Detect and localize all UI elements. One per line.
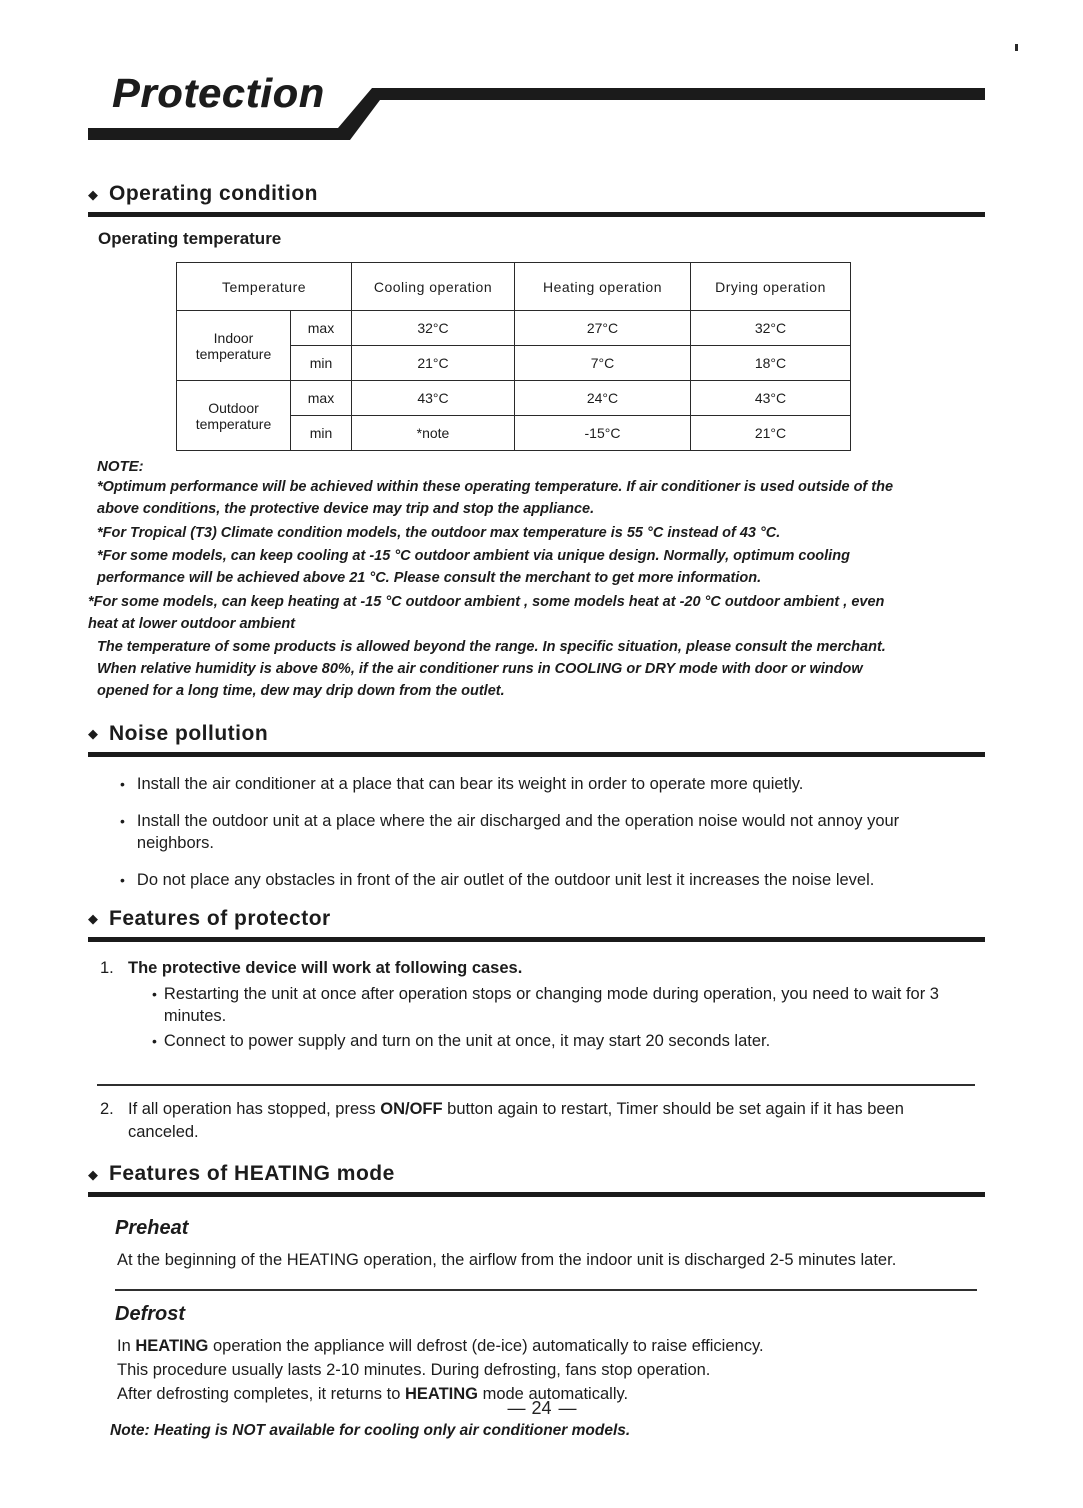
value-cell: 32°C xyxy=(352,311,515,346)
limit-cell: max xyxy=(291,311,352,346)
list-item-text: Restarting the unit at once after operation stops or changing mode during operation, you need to wait for 3 minutes. xyxy=(163,984,939,1026)
item-number: 2. xyxy=(100,1099,114,1118)
section-title: Noise pollution xyxy=(109,721,269,745)
list-item-text: Do not place any obstacles in front of the air outlet of the outdoor unit lest it increases the noise level. xyxy=(136,871,875,890)
note-line: The temperature of some products is allowed beyond the range. In specific situation, please consult the merchant. When relative humidity is above 80%, if the air conditioner runs in COOLING or DRY mode with door or window opened for a long time, dew may drip down from the outlet. xyxy=(97,639,886,699)
value-cell: 18°C xyxy=(691,346,851,381)
defrost-title: Defrost xyxy=(115,1302,186,1325)
table-header-row xyxy=(177,263,851,311)
footer-dash: — xyxy=(507,1398,525,1418)
item-number: 1. xyxy=(100,958,114,977)
value-cell: 32°C xyxy=(691,311,851,346)
table-header-temperature: Temperature xyxy=(177,263,352,311)
bullet-dot-icon: • xyxy=(120,872,125,889)
value-cell: 27°C xyxy=(515,311,691,346)
bullet-dot-icon: • xyxy=(152,985,157,1002)
section-heading-features-protector xyxy=(88,907,985,942)
diamond-bullet-icon: ◆ xyxy=(88,186,98,202)
list-item-text: Install the air conditioner at a place that can bear its weight in order to operate more quietly. xyxy=(136,774,804,793)
item-text xyxy=(128,1098,970,1144)
page-footer xyxy=(0,1398,1083,1419)
value-cell: 43°C xyxy=(691,381,851,416)
value-cell: -15°C xyxy=(515,416,691,451)
operating-temperature-subheading: Operating temperature xyxy=(98,229,282,248)
diamond-bullet-icon: ◆ xyxy=(88,726,98,741)
note-line: *For Tropical (T3) Climate condition models, the outdoor max temperature is 55 °C instead of 43 °C. xyxy=(97,524,781,541)
text: mode automatically. xyxy=(478,1384,629,1403)
footer-dash: — xyxy=(558,1398,576,1418)
page-title: Protection xyxy=(112,70,325,116)
table-header-cooling: Cooling operation xyxy=(352,263,515,311)
scan-speck xyxy=(1015,44,1018,51)
bullet-dot-icon: • xyxy=(152,1033,157,1050)
list-item-text: Install the outdoor unit at a place where the air discharged and the operation noise would not annoy your neighbors. xyxy=(136,811,900,853)
section-heading-operating-condition xyxy=(88,182,985,217)
protector-item-1 xyxy=(100,957,970,1056)
table-row-outdoor-max xyxy=(177,381,851,416)
item-text-bold: ON/OFF xyxy=(380,1099,443,1118)
list-item-text: Connect to power supply and turn on the unit at once, it may start 20 seconds later. xyxy=(163,1032,771,1051)
list-item xyxy=(120,810,970,855)
text: After defrosting completes, it returns to xyxy=(117,1384,405,1403)
table-header-heating: Heating operation xyxy=(515,263,691,311)
divider-rule xyxy=(97,1084,975,1086)
defrost-line: This procedure usually lasts 2-10 minutes. During defrosting, fans stop operation. xyxy=(117,1360,711,1379)
limit-cell: max xyxy=(291,381,352,416)
item-text-post: button again to restart, Timer should be set again if it has been canceled. xyxy=(128,1099,904,1141)
protector-sub-list xyxy=(152,983,970,1053)
operating-temperature-table xyxy=(176,262,851,451)
limit-cell: min xyxy=(291,346,352,381)
note-line: *For some models, can keep cooling at -15 °C outdoor ambient via unique design. Normally, optimum cooling performance will be achieved above 21 °C. Please consult the merchant to get more information. xyxy=(97,548,850,586)
value-cell: 24°C xyxy=(515,381,691,416)
list-item xyxy=(120,773,970,795)
preheat-body: At the beginning of the HEATING operation, the airflow from the indoor unit is discharged 2-5 minutes later. xyxy=(117,1251,897,1270)
bullet-dot-icon: • xyxy=(120,775,125,792)
diamond-bullet-icon: ◆ xyxy=(88,911,98,927)
note-line: *Optimum performance will be achieved within these operating temperature. If air conditioner is used outside of the above conditions, the protective device may trip and stop the appliance. xyxy=(97,479,894,517)
value-cell: 21°C xyxy=(691,416,851,451)
protector-item-2 xyxy=(100,1098,970,1144)
note-line: *For some models, can keep heating at -15 °C outdoor ambient , some models heat at -20 °C outdoor ambient , even heat at lower outdoor ambient xyxy=(88,593,885,632)
defrost-line xyxy=(117,1335,985,1359)
text-bold: HEATING xyxy=(135,1336,209,1355)
text: operation the appliance will defrost (de-ice) automatically to raise efficiency. xyxy=(208,1336,764,1355)
value-cell: 43°C xyxy=(352,381,515,416)
row-group-outdoor: Outdoor temperature xyxy=(177,381,291,451)
noise-pollution-list xyxy=(120,773,985,892)
section-title: Features of protector xyxy=(109,906,331,930)
section-heading-features-heating xyxy=(88,1162,985,1197)
note-label: NOTE: xyxy=(97,458,144,475)
heating-availability-note: Note: Heating is NOT available for cooling only air conditioner models. xyxy=(110,1421,631,1439)
defrost-body xyxy=(117,1335,985,1407)
bullet-dot-icon: • xyxy=(120,812,125,829)
divider-rule xyxy=(115,1289,977,1291)
limit-cell: min xyxy=(291,416,352,451)
page-number: 24 xyxy=(531,1398,552,1418)
preheat-title: Preheat xyxy=(115,1217,189,1240)
value-cell: *note xyxy=(352,416,515,451)
diamond-bullet-icon: ◆ xyxy=(88,1166,98,1182)
list-item xyxy=(120,869,970,891)
value-cell: 21°C xyxy=(352,346,515,381)
section-title: Operating condition xyxy=(109,182,318,205)
title-block xyxy=(88,70,985,144)
list-item xyxy=(152,983,970,1028)
section-heading-noise-pollution xyxy=(88,722,985,757)
text: In xyxy=(117,1336,136,1355)
text-bold: HEATING xyxy=(404,1384,478,1403)
table-header-drying: Drying operation xyxy=(691,263,851,311)
item-text-pre: If all operation has stopped, press xyxy=(128,1099,381,1118)
item-title: The protective device will work at following cases. xyxy=(128,958,523,977)
table-row-indoor-max xyxy=(177,311,851,346)
value-cell: 7°C xyxy=(515,346,691,381)
list-item xyxy=(152,1030,970,1052)
note-block xyxy=(88,458,907,703)
section-title: Features of HEATING mode xyxy=(109,1162,395,1186)
row-group-indoor: Indoor temperature xyxy=(177,311,291,381)
